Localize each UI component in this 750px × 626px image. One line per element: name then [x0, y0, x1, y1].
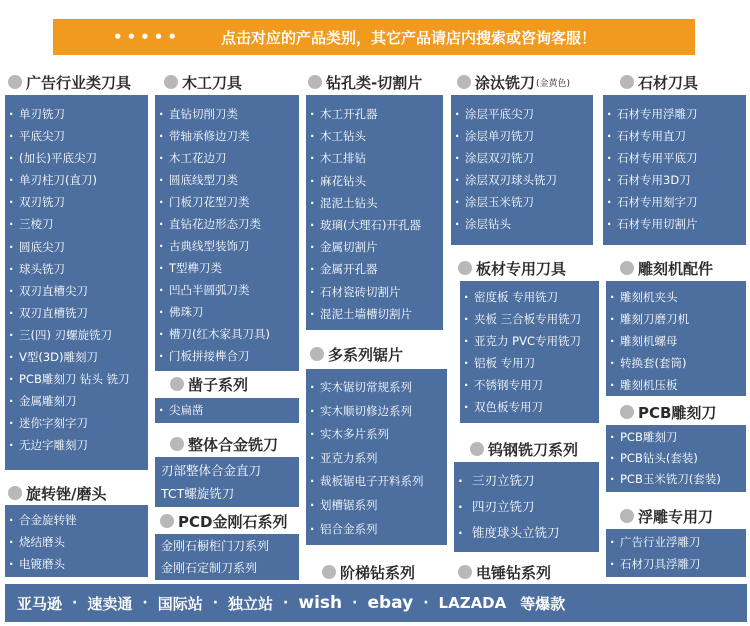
category-link[interactable]: · 麻花钻头	[306, 170, 443, 192]
category-link[interactable]: · 石材刀具浮雕刀	[606, 553, 746, 575]
category-link[interactable]: · 双刃直槽尖刀	[5, 280, 148, 302]
category-link[interactable]: · 三(四) 刃螺旋铣刀	[5, 324, 148, 346]
category-link[interactable]: · 佛珠刀	[155, 301, 299, 323]
category-link[interactable]: · 古典线型装饰刀	[155, 235, 299, 257]
category-link[interactable]: · 金属切割片	[306, 236, 443, 258]
category-link[interactable]: · 石材专用平底刀	[603, 147, 746, 169]
banner-text: 点击对应的产品类别，其它产品请店内搜索或咨询客服！	[220, 28, 596, 47]
category-link[interactable]: · 玻璃(大理石)开孔器	[306, 214, 443, 236]
section-title: 钻孔类-切割片	[326, 73, 423, 92]
category-link[interactable]: · 尖扁凿	[155, 400, 299, 420]
section-title: 涂汰铣刀	[475, 73, 536, 92]
category-link[interactable]: · 金属雕刻刀	[5, 390, 148, 412]
platform-international[interactable]: 国际站	[157, 594, 203, 613]
section-header-pcbdiaoke[interactable]	[620, 401, 716, 423]
section-header-duoxilie[interactable]	[310, 343, 403, 365]
category-link[interactable]: TCT螺旋铣刀	[161, 486, 235, 501]
section-title: 整体合金铣刀	[188, 435, 279, 454]
category-link[interactable]: · 锥度球头立铣刀	[454, 520, 599, 546]
platform-ebay[interactable]: ebay	[367, 593, 414, 613]
section-header-xuanzhuan[interactable]	[8, 482, 106, 504]
category-link[interactable]: · T型榫刀类	[155, 257, 299, 279]
category-link[interactable]: · 四刃立铣刀	[454, 494, 599, 520]
section-title: 旋转锉/磨头	[26, 484, 107, 503]
bullet-icon	[620, 261, 634, 275]
category-link[interactable]: 刃部整体合金直刀	[161, 463, 262, 478]
category-link[interactable]: · 木工钻头	[306, 125, 443, 147]
category-link[interactable]: · 涂层平底尖刀	[451, 103, 593, 125]
category-link[interactable]: · 电镀磨头	[5, 553, 148, 575]
category-link[interactable]: · 单刃柱刀(直刀)	[5, 169, 148, 191]
category-link[interactable]: · 烧结磨头	[5, 531, 148, 553]
category-box-mugong	[155, 95, 299, 371]
category-box-diaoke	[606, 281, 746, 396]
category-link[interactable]: · 雕刻机压板	[606, 374, 746, 396]
category-link[interactable]: · 双刃直槽铣刀	[5, 302, 148, 324]
platform-separator: ·	[212, 595, 219, 611]
category-link[interactable]: · 木工排钻	[306, 147, 443, 169]
section-header-zhengti[interactable]	[170, 433, 278, 455]
category-link[interactable]: · 迷你字刻字刀	[5, 412, 148, 434]
platform-separator: ·	[142, 595, 148, 611]
bullet-icon	[620, 509, 634, 523]
top-banner	[53, 19, 695, 55]
category-link[interactable]: · 圆底尖刀	[5, 236, 148, 258]
category-link[interactable]: · 涂层双刃球头铣刀	[451, 169, 593, 191]
category-link[interactable]: · 合金旋转锉	[5, 509, 148, 531]
category-link[interactable]: · 木工开孔器	[306, 103, 443, 125]
banner-dots: •••••	[113, 28, 181, 46]
category-link[interactable]: · 涂层双刃铣刀	[451, 147, 593, 169]
bullet-icon	[308, 75, 322, 89]
bullet-icon	[457, 75, 471, 89]
section-title: 雕刻机配件	[638, 259, 714, 278]
section-header-diaoke[interactable]	[620, 257, 713, 279]
section-header-shicai[interactable]	[620, 71, 698, 93]
section-title: PCB雕刻刀	[638, 403, 717, 422]
bullet-icon	[8, 75, 22, 89]
category-link[interactable]: · 石材专用浮雕刀	[603, 103, 746, 125]
section-title: 木工刀具	[182, 73, 243, 92]
category-link[interactable]: · 球头铣刀	[5, 258, 148, 280]
category-link[interactable]: · PCB钻头(套装)	[606, 448, 746, 469]
category-box-pcd	[155, 534, 299, 580]
category-link[interactable]: · 密度板 专用铣刀	[460, 286, 599, 308]
category-link[interactable]: · 实木多片系列	[306, 423, 447, 447]
platform-hot-items[interactable]: 等爆款	[520, 594, 566, 613]
section-header-pcd[interactable]	[160, 510, 287, 532]
category-link[interactable]: · 转换套(套筒)	[606, 352, 746, 374]
category-link[interactable]: · 亚克力 PVC专用铣刀	[460, 330, 599, 352]
category-link[interactable]: · 平底尖刀	[5, 125, 148, 147]
category-link[interactable]: · 石材专用直刀	[603, 125, 746, 147]
category-box-bancai	[460, 281, 599, 423]
category-link[interactable]: · 槽刀(红木家具刀具)	[155, 323, 299, 345]
bullet-icon	[620, 75, 634, 89]
bullet-icon	[160, 514, 174, 528]
category-link[interactable]: · 双色板专用刀	[460, 396, 599, 418]
category-link[interactable]: · 雕刻机螺母	[606, 330, 746, 352]
category-link[interactable]: · 石材专用刻字刀	[603, 191, 746, 213]
category-link[interactable]: 金刚石定制刀系列	[161, 561, 258, 575]
category-link[interactable]: · 涂层单刃铣刀	[451, 125, 593, 147]
category-link[interactable]: · 铝板 专用刀	[460, 352, 599, 374]
section-title: PCD金刚石系列	[178, 512, 288, 531]
category-box-zaozi	[155, 398, 299, 423]
category-link[interactable]: · 雕刻刀磨刀机	[606, 308, 746, 330]
category-link[interactable]: · 雕刻机夹头	[606, 286, 746, 308]
section-title: 电锤钻系列	[476, 563, 552, 582]
category-box-guanggao	[5, 95, 148, 470]
platform-separator: ·	[283, 595, 289, 611]
category-link[interactable]: · 裁板锯电子开料系列	[306, 470, 447, 494]
category-link[interactable]: · 不锈钢专用刀	[460, 374, 599, 396]
category-link[interactable]: · 夹板 三合板专用铣刀	[460, 308, 599, 330]
bullet-icon	[458, 261, 472, 275]
platform-separator: ·	[423, 595, 429, 611]
category-link[interactable]: · 圆底线型刀类	[155, 169, 299, 191]
category-link[interactable]: · 凹凸半圆弧刀类	[155, 279, 299, 301]
category-link[interactable]: · 实木顺切修边系列	[306, 400, 447, 424]
bullet-icon	[170, 437, 184, 451]
category-link[interactable]: 金刚石橱柜门刀系列	[161, 539, 270, 553]
category-link[interactable]: · 三刃立铣刀	[454, 468, 599, 494]
platform-aliexpress[interactable]: 速卖通	[87, 594, 133, 613]
section-header-fudiao[interactable]	[620, 505, 713, 527]
platform-amazon[interactable]: 亚马逊	[17, 594, 63, 613]
category-link[interactable]: · 木工花边刀	[155, 147, 299, 169]
platform-lazada[interactable]: LAZADA	[438, 594, 507, 612]
section-header-tutai[interactable]	[457, 71, 570, 93]
category-link[interactable]: · 实木锯切常规系列	[306, 376, 447, 400]
section-header-bancai[interactable]	[458, 257, 566, 279]
bullet-icon	[170, 377, 184, 391]
category-link[interactable]: · 直钻花边形态刀类	[155, 213, 299, 235]
bullet-icon	[164, 75, 178, 89]
platform-wish[interactable]: wish	[298, 593, 343, 613]
section-title: 凿子系列	[188, 375, 249, 394]
bullet-icon	[8, 486, 22, 500]
category-box-shicai	[603, 95, 746, 245]
category-box-duoxilie	[306, 369, 447, 545]
bullet-icon	[310, 347, 324, 361]
category-link[interactable]: · 划槽锯系列	[306, 494, 447, 518]
section-header-zaozi[interactable]	[170, 373, 248, 395]
category-link[interactable]: · 带轴承修边刀类	[155, 125, 299, 147]
section-title: 浮雕专用刀	[638, 507, 714, 526]
category-link[interactable]: · 双刃铣刀	[5, 191, 148, 213]
bullet-icon	[620, 405, 634, 419]
section-header-mugong[interactable]	[164, 71, 242, 93]
category-link[interactable]: · PCB雕刻刀 钻头 铣刀	[5, 368, 148, 390]
category-link[interactable]: · PCB雕刻刀	[606, 427, 746, 448]
bullet-icon	[458, 565, 472, 579]
category-link[interactable]: · V型(3D)雕刻刀	[5, 346, 148, 368]
section-title-note: (金黄色)	[536, 78, 571, 89]
platform-separator: ·	[352, 595, 358, 611]
category-box-fudiao	[606, 529, 746, 577]
category-link[interactable]: · 石材专用切割片	[603, 213, 746, 235]
category-link[interactable]: · (加长)平底尖刀	[5, 147, 148, 169]
category-link[interactable]: · 石材瓷砖切割片	[306, 281, 443, 303]
platform-bar	[5, 584, 747, 622]
category-link[interactable]: · 石材专用3D刀	[603, 169, 746, 191]
category-box-tutai	[451, 95, 593, 245]
section-header-zuankong[interactable]	[308, 71, 422, 93]
section-header-wugang[interactable]	[470, 438, 578, 460]
category-link[interactable]: · 门板刀花型刀类	[155, 191, 299, 213]
category-link[interactable]: · 混泥土墙槽切割片	[306, 303, 443, 325]
platform-independent[interactable]: 独立站	[228, 594, 274, 613]
category-link[interactable]: · 涂层钻头	[451, 213, 593, 235]
category-box-xuanzhuan	[5, 505, 148, 577]
category-link[interactable]: · 铝合金系列	[306, 518, 447, 542]
bullet-icon	[322, 565, 336, 579]
section-title: 广告行业类刀具	[26, 73, 132, 92]
section-title: 钨钢铣刀系列	[488, 440, 579, 459]
category-link[interactable]: · 单刃铣刀	[5, 103, 148, 125]
category-link[interactable]: · 门板拼接榫合刀	[155, 345, 299, 367]
section-title: 板材专用刀具	[476, 259, 567, 278]
category-link[interactable]: · 金属开孔器	[306, 258, 443, 280]
platform-separator: ·	[72, 595, 78, 611]
section-title: 石材刀具	[638, 73, 699, 92]
category-box-pcbdiaoke	[606, 425, 746, 492]
category-link[interactable]: · 涂层玉米铣刀	[451, 191, 593, 213]
category-link[interactable]: · 无边字雕刻刀	[5, 434, 148, 456]
category-box-wugang	[454, 462, 599, 552]
section-title: 阶梯钻系列	[340, 563, 416, 582]
category-link[interactable]: · PCB玉米铣刀(套装)	[606, 469, 746, 490]
section-title: 多系列锯片	[328, 345, 404, 364]
section-header-jieti[interactable]	[322, 561, 415, 583]
category-link[interactable]: · 广告行业浮雕刀	[606, 531, 746, 553]
section-header-guanggao[interactable]	[8, 71, 131, 93]
section-header-diandui[interactable]	[458, 561, 551, 583]
category-link[interactable]: · 混泥土钻头	[306, 192, 443, 214]
category-box-zuankong	[306, 95, 443, 330]
category-box-zhengti	[155, 457, 299, 507]
bullet-icon	[470, 442, 484, 456]
category-link[interactable]: · 亚克力系列	[306, 447, 447, 471]
category-link[interactable]: · 直钻切削刀类	[155, 103, 299, 125]
category-link[interactable]: · 三棱刀	[5, 213, 148, 235]
